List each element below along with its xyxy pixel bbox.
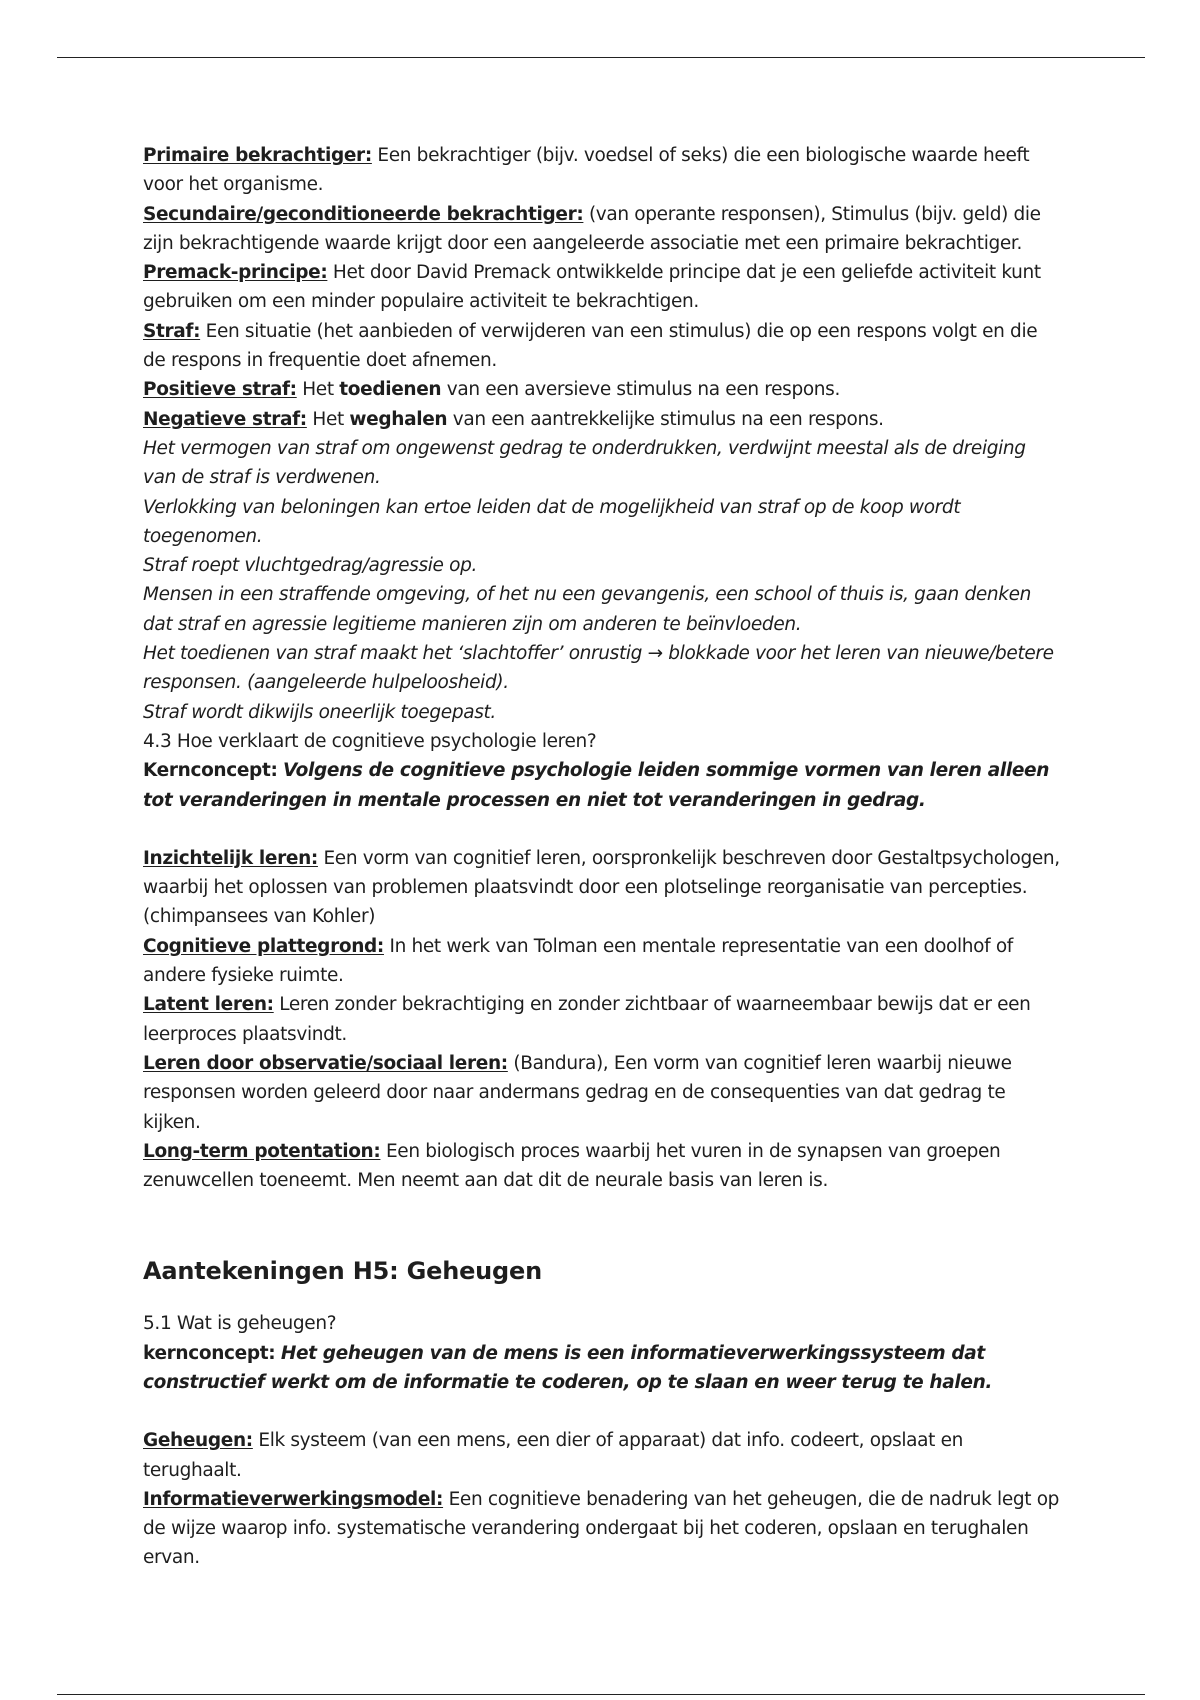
spacer (143, 815, 1063, 844)
definition-text: Een situatie (het aanbieden of verwijderen van een stimulus) die op een respons volgt en die de respons in frequentie doet afnemen. (143, 320, 1038, 372)
footer-rule (57, 1694, 1145, 1695)
definition-text: Het door David Premack ontwikkelde principe dat je een geliefde activiteit kunt gebruiken om een minder populaire activiteit te bekrachtigen. (143, 262, 1041, 313)
definition-negatieve-straf (143, 405, 1063, 434)
definition-emphasis: toedienen (339, 379, 442, 401)
definition-term: Premack-principe: (143, 262, 328, 284)
definition-term: Latent leren: (143, 994, 274, 1016)
punishment-note: Het toedienen van straf maakt het ‘slachtoffer’ onrustig → blokkade voor het leren van nieuwe/betere responsen. (aangeleerde hulpeloosheid). (143, 643, 1054, 694)
definition-term: Negatieve straf: (143, 408, 307, 430)
punishment-note: Mensen in een straffende omgeving, of het nu een gevangenis, een school of thuis is, gaan denken dat straf en agressie legitieme manieren zijn om anderen te beïnvloeden. (143, 584, 1032, 635)
chapter-heading: Aantekeningen H5: Geheugen (143, 1257, 543, 1286)
definition-inzichtelijk-leren (143, 844, 1063, 932)
definition-term: Straf: (143, 320, 201, 342)
definition-term: Primaire bekrachtiger: (143, 145, 372, 166)
core-concept-text: Het geheugen van de mens is een informatieverwerkingssysteem dat constructief werkt om de informatie te coderen, op te slaan en weer terug te halen. (143, 1342, 993, 1393)
definition-text: Een vorm van cognitief leren, oorspronkelijk beschreven door Gestaltpsychologen, waarbij het oplossen van problemen plaatsvindt door een plotselinge reorganisatie van percepties. (chimpansees van Kohler) (143, 847, 1060, 928)
definition-positieve-straf (143, 375, 1063, 404)
section-question: 5.1 Wat is geheugen? (143, 1313, 337, 1335)
definition-straf (143, 317, 1063, 376)
definition-term: Geheugen: (143, 1430, 253, 1452)
definition-long-term-potentation (143, 1137, 1063, 1196)
core-concept (143, 1339, 1063, 1398)
definition-text-post: van een aantrekkelijke stimulus na een respons. (452, 408, 884, 430)
definition-cognitieve-plattegrond (143, 932, 1063, 991)
definition-term: Secundaire/geconditioneerde bekrachtiger: (143, 203, 584, 225)
definition-secundaire-bekrachtiger (143, 200, 1063, 259)
punishment-note: Straf wordt dikwijls oneerlijk toegepast. (143, 701, 496, 723)
definition-term: Leren door observatie/sociaal leren: (143, 1052, 508, 1074)
punishment-note: Het vermogen van straf om ongewenst gedrag te onderdrukken, verdwijnt meestal als de dreiging van de straf is verdwenen. (143, 437, 1026, 489)
core-concept (143, 756, 1063, 815)
definition-term: Long-term potentation: (143, 1140, 381, 1162)
definition-geheugen (143, 1426, 1063, 1485)
definition-text: Een cognitieve benadering van het geheugen, die de nadruk legt op de wijze waarop info. systematische verandering ondergaat bij het coderen, opslaan en terughalen ervan. (143, 1488, 1060, 1569)
section-question: 4.3 Hoe verklaart de cognitieve psychologie leren? (143, 730, 597, 752)
punishment-note: Straf roept vluchtgedrag/agressie op. (143, 555, 478, 577)
definition-text: In het werk van Tolman een mentale representatie van een doolhof of andere fysieke ruimte. (143, 935, 1013, 987)
definition-text-pre: Het (302, 379, 334, 401)
core-concept-label: kernconcept: (143, 1342, 276, 1364)
definition-informatieverwerkingsmodel (143, 1485, 1063, 1573)
spacer (143, 1195, 1063, 1253)
core-concept-label: Kernconcept: (143, 760, 278, 782)
definition-primaire-bekrachtiger (143, 141, 1063, 200)
definition-premack-principe (143, 258, 1063, 317)
definition-latent-leren (143, 990, 1063, 1049)
definition-text: Elk systeem (van een mens, een dier of apparaat) dat info. codeert, opslaat en terughaalt. (143, 1430, 963, 1481)
definition-text: (Bandura), Een vorm van cognitief leren waarbij nieuwe responsen worden geleerd door naar andermans gedrag en de consequenties van dat gedrag te kijken. (143, 1052, 1012, 1133)
definition-text: (van operante responsen), Stimulus (bijv. geld) die zijn bekrachtigende waarde krijgt door een aangeleerde associatie met een primaire bekrachtiger. (143, 203, 1041, 254)
definition-text-post: van een aversieve stimulus na een respons. (446, 379, 841, 401)
definition-term: Cognitieve plattegrond: (143, 935, 384, 957)
definition-term: Informatieverwerkingsmodel: (143, 1488, 444, 1510)
definition-term: Inzichtelijk leren: (143, 847, 318, 869)
definition-emphasis: weghalen (349, 408, 448, 430)
core-concept-text: Volgens de cognitieve psychologie leiden sommige vormen van leren alleen tot veranderingen in mentale processen en niet tot veranderingen in gedrag. (143, 760, 1050, 811)
definition-term: Positieve straf: (143, 379, 297, 401)
definition-text: Een bekrachtiger (bijv. voedsel of seks) die een biologische waarde heeft voor het organisme. (143, 145, 1030, 196)
spacer (143, 1397, 1063, 1426)
definition-text: Een biologisch proces waarbij het vuren in de synapsen van groepen zenuwcellen toeneemt. Men neemt aan dat dit de neurale basis van leren is. (143, 1140, 1001, 1192)
spacer (143, 1289, 1063, 1309)
definition-text-pre: Het (312, 408, 344, 430)
definition-text: Leren zonder bekrachtiging en zonder zichtbaar of waarneembaar bewijs dat er een leerproces plaatsvindt. (143, 994, 1031, 1045)
definition-sociaal-leren (143, 1049, 1063, 1137)
document-body (143, 141, 1063, 1573)
punishment-note: Verlokking van beloningen kan ertoe leiden dat de mogelijkheid van straf op de koop wordt toegenomen. (143, 496, 961, 547)
header-rule (57, 57, 1145, 58)
